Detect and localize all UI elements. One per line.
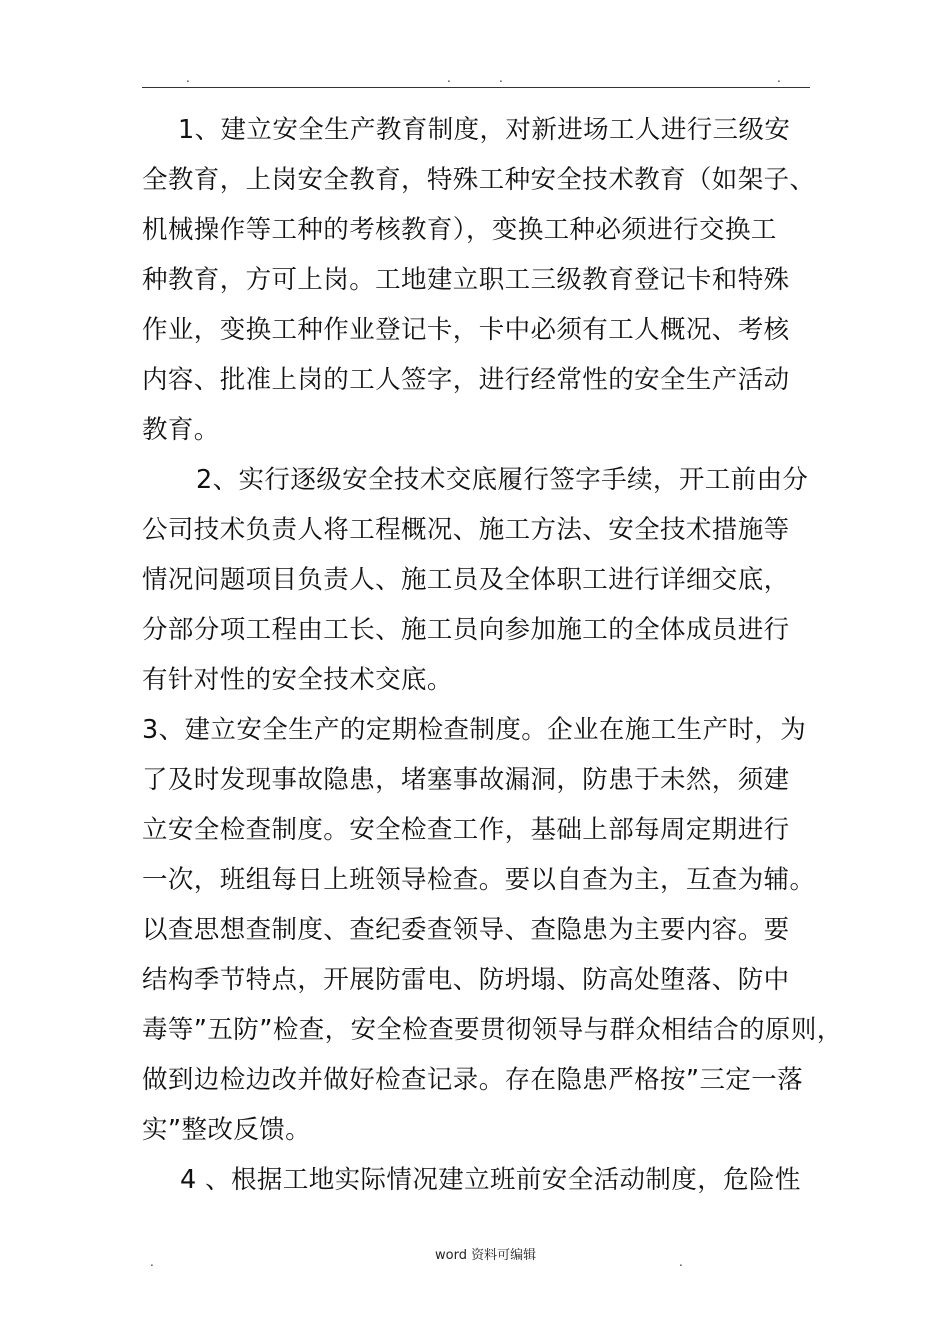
text-line: 种教育，方可上岗。工地建立职工三级教育登记卡和特殊 <box>142 265 790 295</box>
text-line: 3、建立安全生产的定期检查制度。企业在施工生产时，为 <box>142 715 807 745</box>
text-line: 全教育，上岗安全教育，特殊工种安全技术教育（如架子、 <box>142 165 816 195</box>
header-dot: . <box>447 71 451 85</box>
text-line: 情况问题项目负责人、施工员及全体职工进行详细交底， <box>142 565 790 595</box>
text-line: 4 、根据工地实际情况建立班前安全活动制度，危险性 <box>180 1165 801 1195</box>
text-line: 教育。 <box>142 415 220 445</box>
header-dot: . <box>186 71 190 85</box>
text-line: 立安全检查制度。安全检查工作，基础上部每周定期进行 <box>142 815 790 845</box>
header-dot: . <box>499 71 503 85</box>
text-line: 公司技术负责人将工程概况、施工方法、安全技术措施等 <box>142 515 790 545</box>
text-line: 内容、批准上岗的工人签字，进行经常性的安全生产活动 <box>142 365 790 395</box>
footer-dot: . <box>150 1255 154 1269</box>
header-dot: . <box>777 71 781 85</box>
text-line: 分部分项工程由工长、施工员向参加施工的全体成员进行 <box>142 615 790 645</box>
text-line: 做到边检边改并做好检查记录。存在隐患严格按”三定一落 <box>142 1065 804 1095</box>
text-line: 了及时发现事故隐患，堵塞事故漏洞，防患于未然，须建 <box>142 765 790 795</box>
text-line: 一次，班组每日上班领导检查。要以自查为主，互查为辅。 <box>142 865 816 895</box>
text-line: 2、实行逐级安全技术交底履行签字手续，开工前由分 <box>196 465 809 495</box>
text-line: 毒等”五防”检查，安全检查要贯彻领导与群众相结合的原则， <box>142 1015 843 1045</box>
text-line: 实”整改反馈。 <box>142 1115 312 1145</box>
text-line: 作业，变换工种作业登记卡，卡中必须有工人概况、考核 <box>142 315 790 345</box>
text-line: 机械操作等工种的考核教育），变换工种必须进行交换工 <box>142 215 777 245</box>
footer-dot: . <box>679 1255 683 1269</box>
text-line: 以查思想查制度、查纪委查领导、查隐患为主要内容。要 <box>142 915 790 945</box>
text-line: 有针对性的安全技术交底。 <box>142 665 453 695</box>
text-line: 1、建立安全生产教育制度，对新进场工人进行三级安 <box>178 115 791 145</box>
header-rule <box>142 87 810 88</box>
text-line: 结构季节特点，开展防雷电、防坍塌、防高处堕落、防中 <box>142 965 790 995</box>
footer-text: word 资料可编辑 <box>435 1248 537 1263</box>
